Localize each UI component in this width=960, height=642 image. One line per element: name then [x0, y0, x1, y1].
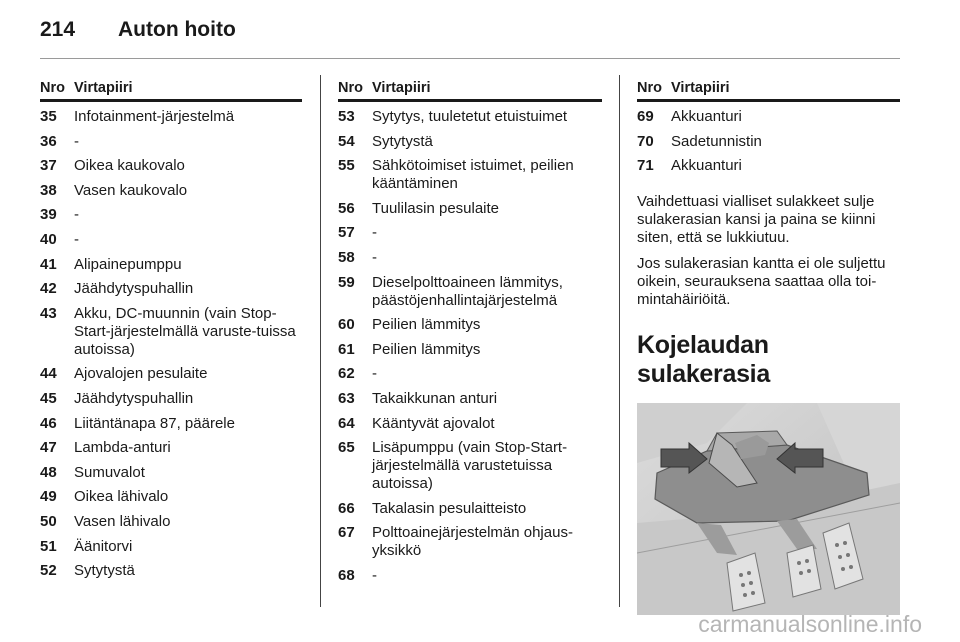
fuse-number: 71: [637, 157, 654, 175]
table-row: [40, 415, 302, 433]
fuse-number: 56: [338, 199, 355, 217]
table-row: [338, 390, 602, 408]
table-row: [40, 280, 302, 298]
fuse-circuit: -: [74, 230, 79, 248]
table-row: [40, 182, 302, 200]
fuse-number: 43: [40, 304, 57, 322]
page-number: 214: [40, 18, 76, 41]
fuse-number: 38: [40, 181, 57, 199]
table-header: [637, 80, 900, 102]
fuse-number: 50: [40, 512, 57, 530]
fuse-circuit: Sumuvalot: [74, 463, 145, 481]
table-row: [637, 157, 900, 175]
table-row: [338, 224, 602, 242]
fuse-circuit: -: [74, 132, 79, 150]
fuse-circuit: Peilien lämmitys: [372, 340, 481, 358]
table-row: [40, 390, 302, 408]
table-row: [338, 249, 602, 267]
table-row: [338, 524, 602, 560]
page-header: [40, 18, 920, 42]
header-circuit: Virtapiiri: [74, 80, 133, 96]
table-row: [40, 513, 302, 531]
table-row: [338, 157, 602, 193]
table-header: [338, 80, 602, 102]
table-header: [40, 80, 302, 102]
fuse-number: 61: [338, 340, 355, 358]
fuse-number: 65: [338, 439, 355, 457]
fuse-circuit: Kääntyvät ajovalot: [372, 414, 495, 432]
table-rows: [637, 108, 900, 175]
header-number: Nro: [40, 80, 65, 96]
table-row: [40, 133, 302, 151]
fuse-number: 62: [338, 365, 355, 383]
table-row: [40, 108, 302, 126]
table-row: [338, 500, 602, 518]
fuse-number: 57: [338, 224, 355, 242]
table-row: [338, 365, 602, 383]
fuse-number: 46: [40, 414, 57, 432]
table-row: [40, 439, 302, 457]
table-row: [40, 157, 302, 175]
instruction-paragraph: Vaihdettuasi vialliset sulakkeet sulje sulakerasian kansi ja paina se kiinni siten, että se lukkiutuu.: [637, 193, 876, 247]
fuse-number: 40: [40, 230, 57, 248]
fuse-number: 68: [338, 566, 355, 584]
fuse-circuit: Liitäntänapa 87, päärele: [74, 414, 235, 432]
fuse-circuit: -: [372, 224, 377, 242]
fuse-number: 64: [338, 414, 355, 432]
warning-paragraph: Jos sulakerasian kantta ei ole suljettu oikein, seurauksena saattaa olla toi-mintahäiriöitä.: [637, 255, 886, 309]
fuse-number: 42: [40, 280, 57, 298]
table-row: [637, 108, 900, 126]
fuse-number: 67: [338, 524, 355, 542]
column-divider: [320, 75, 321, 607]
fuse-number: 47: [40, 439, 57, 457]
fuse-circuit: Dieselpolttoaineen lämmitys, päästöjenhallintajärjestelmä: [372, 273, 563, 309]
fuse-circuit: Infotainment-järjestelmä: [74, 108, 235, 125]
section-title: Kojelaudan sulakerasia: [637, 331, 770, 389]
fuse-number: 36: [40, 132, 57, 150]
table-row: [40, 365, 302, 383]
fuse-number: 63: [338, 389, 355, 407]
fuse-circuit: Takaikkunan anturi: [372, 389, 498, 407]
header-circuit: Virtapiiri: [671, 80, 730, 96]
fuse-circuit: Sytytys, tuuletetut etuistuimet: [372, 108, 568, 125]
fuse-circuit: -: [372, 248, 377, 266]
fuse-circuit: Vasen lähivalo: [74, 512, 171, 530]
fuse-box-illustration: [637, 403, 900, 615]
fuse-circuit: Takalasin pesulaitteisto: [372, 499, 527, 517]
table-row: [338, 274, 602, 310]
watermark: carmanualsonline.info: [698, 611, 922, 637]
table-row: [338, 439, 602, 493]
fuse-circuit: -: [372, 365, 377, 383]
fuse-table-column-1: [40, 80, 302, 587]
table-row: [338, 108, 602, 126]
fuse-circuit: -: [372, 566, 377, 584]
fuse-circuit: Akku, DC-muunnin (vain Stop-Start-järjestelmällä varuste-tuissa autoissa): [74, 304, 296, 358]
table-row: [338, 133, 602, 151]
fuse-circuit: Alipainepumppu: [74, 255, 182, 273]
fuse-circuit: Tuulilasin pesulaite: [372, 199, 500, 217]
fuse-number: 44: [40, 365, 57, 383]
column-divider: [619, 75, 620, 607]
fuse-circuit: Sytytystä: [372, 132, 433, 150]
fuse-circuit: Äänitorvi: [74, 537, 133, 555]
table-rows: [40, 108, 302, 580]
fuse-number: 70: [637, 132, 654, 150]
table-rows: [338, 108, 602, 585]
fuse-number: 39: [40, 206, 57, 224]
fuse-number: 51: [40, 537, 57, 555]
fuse-circuit: Lisäpumppu (vain Stop-Start-järjestelmällä varustetuissa autoissa): [372, 439, 568, 493]
fuse-number: 41: [40, 255, 57, 273]
fuse-circuit: Oikea kaukovalo: [74, 157, 185, 175]
fuse-number: 54: [338, 132, 355, 150]
table-row: [338, 200, 602, 218]
fuse-number: 35: [40, 108, 57, 125]
fuse-number: 60: [338, 316, 355, 334]
fuse-number: 69: [637, 108, 654, 125]
table-row: [338, 415, 602, 433]
table-row: [40, 538, 302, 556]
fuse-circuit: Akkuanturi: [671, 157, 742, 175]
table-row: [40, 256, 302, 274]
fuse-circuit: Sadetunnistin: [671, 132, 762, 150]
table-row: [338, 567, 602, 585]
fuse-circuit: Sytytystä: [74, 562, 135, 580]
fuse-circuit: Oikea lähivalo: [74, 488, 169, 506]
fuse-number: 59: [338, 273, 355, 291]
table-row: [338, 316, 602, 334]
table-row: [40, 305, 302, 359]
fuse-circuit: Vasen kaukovalo: [74, 181, 188, 199]
fuse-circuit: -: [74, 206, 79, 224]
header-number: Nro: [637, 80, 662, 96]
table-row: [338, 341, 602, 359]
fuse-circuit: Jäähdytyspuhallin: [74, 280, 194, 298]
fuse-number: 58: [338, 248, 355, 266]
header-circuit: Virtapiiri: [372, 80, 431, 96]
table-row: [40, 488, 302, 506]
fuse-number: 37: [40, 157, 57, 175]
fuse-circuit: Ajovalojen pesulaite: [74, 365, 208, 383]
fuse-number: 52: [40, 562, 57, 580]
fuse-table-column-3: [637, 80, 900, 615]
fuse-circuit: Akkuanturi: [671, 108, 742, 125]
table-row: [40, 562, 302, 580]
fuse-circuit: Polttoainejärjestelmän ohjaus-yksikkö: [372, 524, 573, 560]
header-divider: [40, 58, 900, 59]
fuse-circuit: Jäähdytyspuhallin: [74, 389, 194, 407]
fuse-circuit: Peilien lämmitys: [372, 316, 481, 334]
fuse-circuit: Sähkötoimiset istuimet, peilien kääntäminen: [372, 157, 574, 193]
fuse-number: 45: [40, 389, 57, 407]
fuse-table-column-2: [338, 80, 602, 592]
page-title: Auton hoito: [118, 18, 236, 41]
table-row: [40, 464, 302, 482]
header-number: Nro: [338, 80, 363, 96]
fuse-circuit: Lambda-anturi: [74, 439, 171, 457]
table-row: [40, 231, 302, 249]
fuse-number: 55: [338, 157, 355, 175]
fuse-number: 49: [40, 488, 57, 506]
fuse-number: 66: [338, 499, 355, 517]
fuse-number: 48: [40, 463, 57, 481]
table-row: [637, 133, 900, 151]
table-row: [40, 206, 302, 224]
fuse-number: 53: [338, 108, 355, 125]
